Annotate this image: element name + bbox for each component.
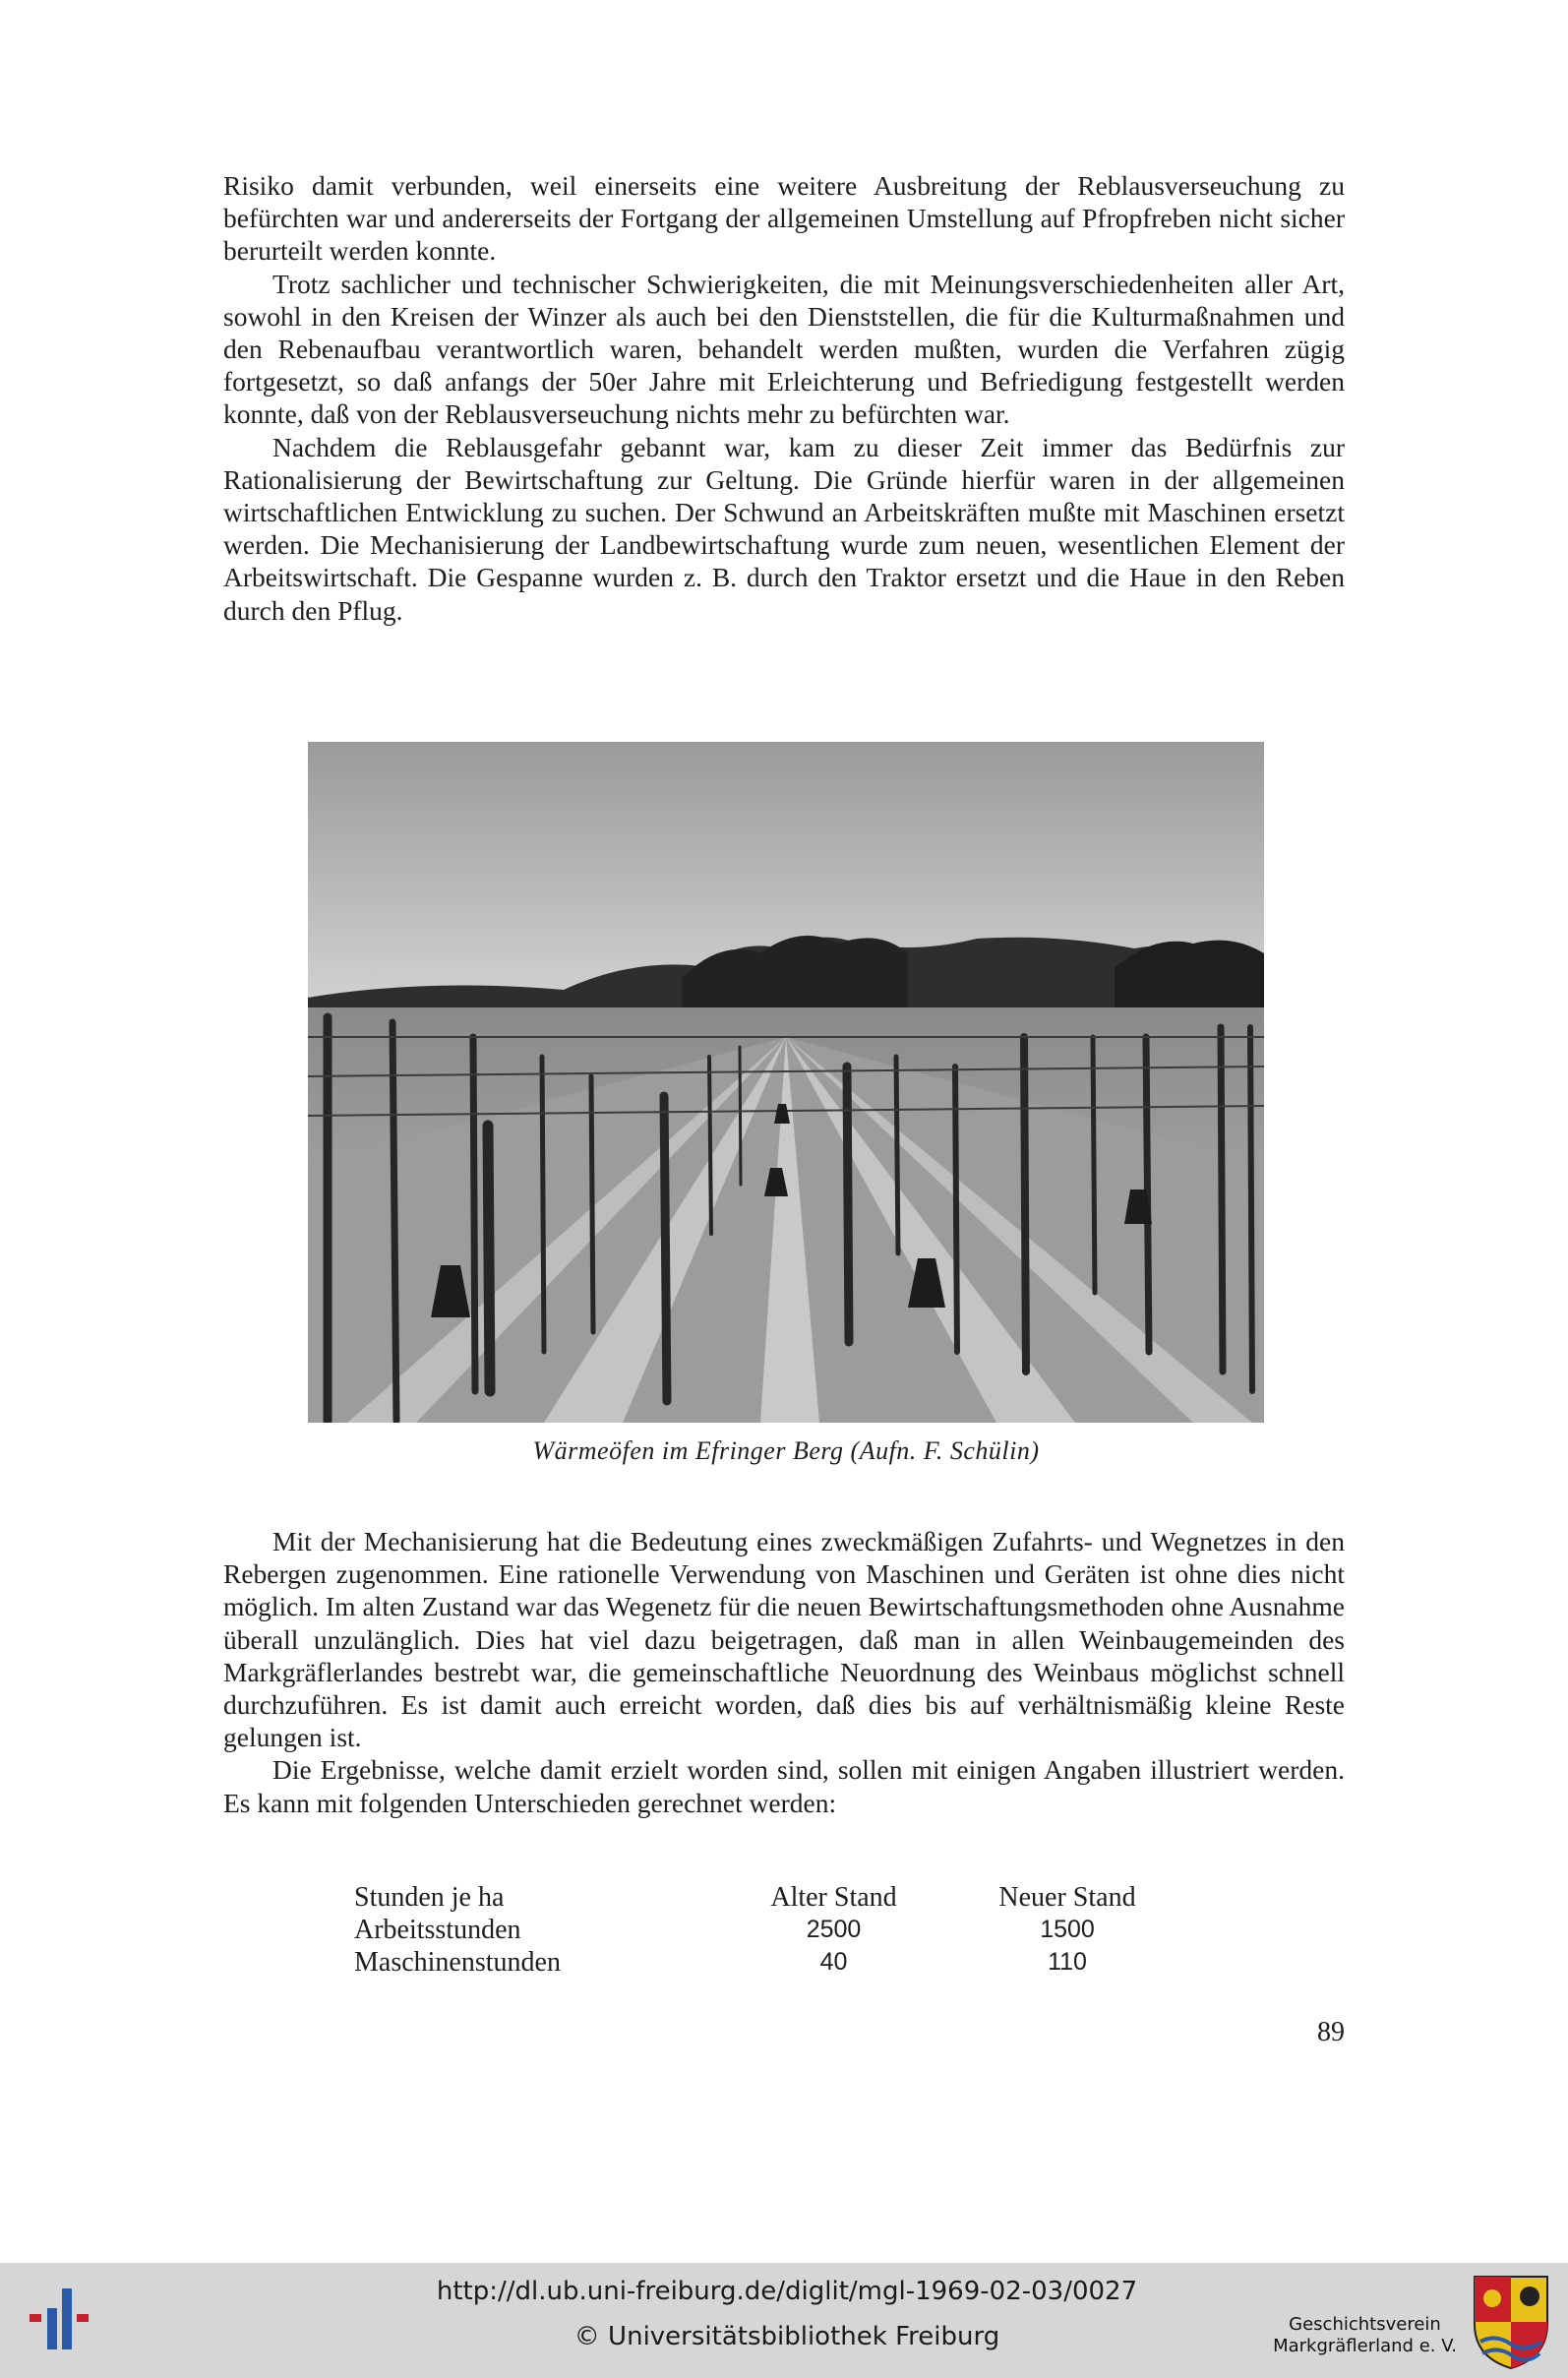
footer-bar	[0, 2263, 1568, 2378]
page-number: 89	[1317, 2017, 1345, 2047]
hours-comparison-table	[354, 1881, 1180, 1979]
library-logo-icon	[30, 2285, 98, 2355]
table-header-cell: Alter Stand	[770, 1882, 897, 1913]
copyright-text: © Universitätsbibliothek Freiburg	[573, 2322, 1000, 2351]
body-text-bottom	[223, 1525, 1345, 1819]
table-header-cell: Stunden je ha	[354, 1882, 505, 1913]
table-cell: Arbeitsstunden	[354, 1915, 521, 1945]
body-text-top	[223, 169, 1345, 627]
paragraph: Mit der Mechanisierung hat die Bedeutung eines zweckmäßigen Zufahrts- und Wegnetzes in den Rebergen zugenommen. Eine rationelle Verwendung von Maschinen und Geräten ist ohne dies nicht möglich. Im alten Zustand war das Wegenetz für die neuen Bewirtschaftungsmethoden ohne Ausnahme überall unzulänglich. Dies hat viel dazu beigetragen, daß man in allen Weinbaugemeinden des Markgräflerlandes bestrebt war, die gemeinschaftliche Neuordnung des Weinbaus möglichst schnell durchzuführen. Es ist damit auch erreicht worden, daß dies bis auf verhältnismäßig kleine Reste gelungen ist.	[223, 1526, 1345, 1753]
source-url-link[interactable]: http://dl.ub.uni-freiburg.de/diglit/mgl-1969-02-03/0027	[436, 2277, 1138, 2306]
table-row	[354, 1946, 1180, 1979]
coat-of-arms-icon	[1471, 2273, 1551, 2371]
table-cell: 1500	[1040, 1916, 1095, 1943]
table-cell: Maschinenstunden	[354, 1947, 561, 1978]
table-cell: 110	[1048, 1948, 1087, 1976]
table-cell: 2500	[806, 1916, 862, 1943]
society-name-line: Geschichtsverein	[1289, 2314, 1441, 2335]
table-header-cell: Neuer Stand	[998, 1882, 1136, 1913]
table-row	[354, 1914, 1180, 1946]
society-name	[1259, 2314, 1471, 2357]
paragraph: Nachdem die Reblausgefahr gebannt war, kam zu dieser Zeit immer das Bedürfnis zur Rationalisierung der Bewirtschaftung zur Geltung. Die Gründe hierfür waren in der allgemeinen wirtschaftlichen Entwicklung zu suchen. Der Schwund an Arbeitskräften mußte mit Maschinen ersetzt werden. Die Mechanisierung der Landbewirtschaftung wurde zum neuen, wesentlichen Element der Arbeitswirtschaft. Die Gespanne wurden z. B. durch den Traktor ersetzt und die Haue in den Reben durch den Pflug.	[223, 431, 1345, 626]
paragraph: Die Ergebnisse, welche damit erzielt worden sind, sollen mit einigen Angaben illustriert werden. Es kann mit folgenden Unterschieden gerechnet werden:	[223, 1754, 1345, 1818]
photo-caption: Wärmeöfen im Efringer Berg (Aufn. F. Schülin)	[532, 1436, 1040, 1465]
vineyard-photo	[308, 742, 1264, 1423]
society-name-line: Markgräflerland e. V.	[1273, 2336, 1457, 2356]
paragraph: Risiko damit verbunden, weil einerseits eine weitere Ausbreitung der Reblausverseuchung zu befürchten war und andererseits der Fortgang der allgemeinen Umstellung auf Pfropfreben nicht sicher berurteilt werden konnte.	[223, 170, 1345, 267]
table-cell: 40	[819, 1948, 848, 1976]
paragraph: Trotz sachlicher und technischer Schwierigkeiten, die mit Meinungsverschiedenheiten aller Art, sowohl in den Kreisen der Winzer als auch bei den Dienststellen, die für die Kulturmaßnahmen und den Rebenaufbau verantwortlich waren, behandelt werden mußten, wurden die Verfahren zügig fortgesetzt, so daß anfangs der 50er Jahre mit Erleichterung und Befriedigung festgestellt werden konnte, daß von der Reblausverseuchung nichts mehr zu befürchten war.	[223, 268, 1345, 430]
table-header-row	[354, 1881, 1180, 1914]
